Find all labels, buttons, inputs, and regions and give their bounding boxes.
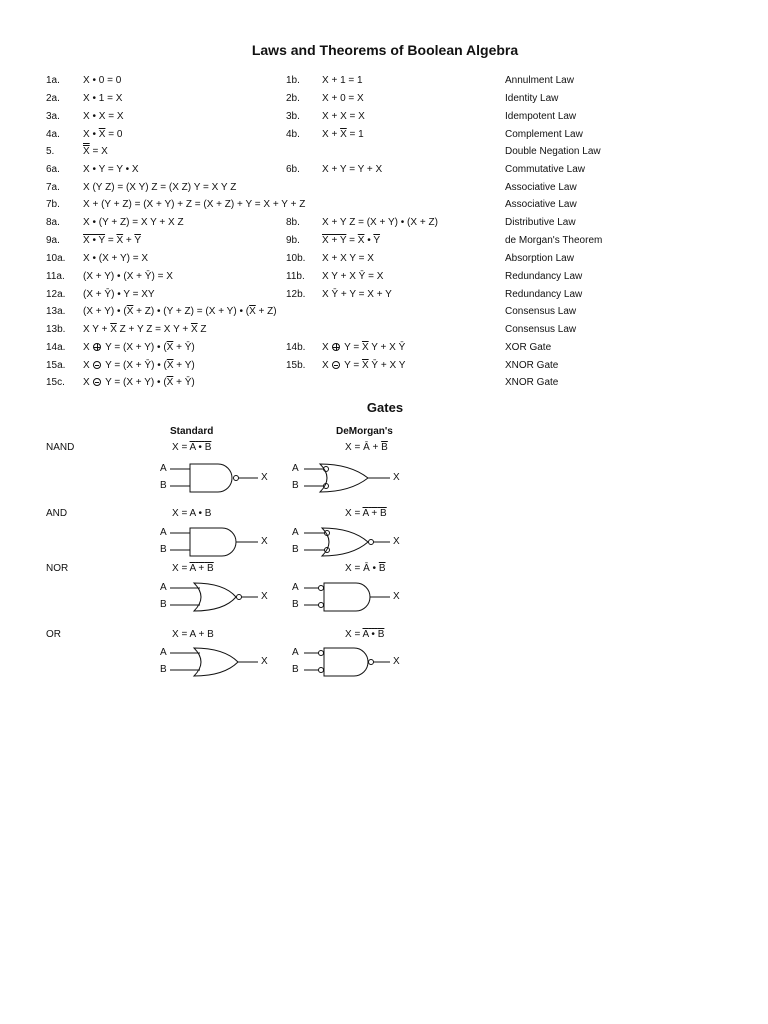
law-number-b: 11b.	[286, 271, 305, 282]
law-equation-b: X $Y = \overline{X}$ Y + X Ȳ	[322, 342, 406, 353]
law-equation-a: X Y = (X + Ȳ) • $(\overline{X} + Y)$	[83, 360, 195, 371]
law-name: Annulment Law	[505, 75, 574, 86]
law-number-a: 6a.	[46, 164, 60, 175]
law-number-a: 8a.	[46, 217, 60, 228]
law-number-a: 15a.	[46, 360, 66, 371]
law-number-b: 2b.	[286, 93, 300, 104]
law-equation-a: X • X = X	[83, 111, 124, 122]
input-b-label: B	[160, 664, 167, 675]
input-a-label: A	[292, 647, 299, 658]
gate-label-nand: NAND	[46, 442, 75, 453]
input-a-label: A	[160, 527, 167, 538]
standard-expression: X = A • B	[172, 508, 212, 519]
law-name: Commutative Law	[505, 164, 586, 175]
input-a-label: A	[292, 582, 299, 593]
output-x-label: X	[393, 472, 400, 483]
law-equation-b: X $Y = \overline{X}$ Ȳ + X Y	[322, 360, 406, 371]
law-equation-a: X • (X + Y) = X	[83, 253, 149, 264]
law-name: Associative Law	[505, 199, 577, 210]
law-equation-a: (X + Y) • (X + Ȳ) = X	[83, 271, 173, 282]
law-equation-a: X • $\overline{X} = 0$	[83, 129, 123, 140]
nand-demorgan-gate-icon	[304, 464, 390, 492]
or-demorgan-gate-icon	[304, 648, 390, 676]
law-number-a: 9a.	[46, 235, 60, 246]
law-equation-b: $X + \overline{X} = 1$	[322, 129, 364, 140]
nor-standard-gate-icon	[170, 583, 258, 611]
or-standard-gate-icon	[170, 648, 258, 676]
law-equation-a: X • Y = Y • X	[83, 164, 139, 175]
nand-standard-gate-icon	[170, 464, 258, 492]
law-equation-a: X • (Y + Z) = X Y + X Z	[83, 217, 184, 228]
input-b-label: B	[292, 664, 299, 675]
input-b-label: B	[292, 480, 299, 491]
law-equation-b: X + Y = Y + X	[322, 164, 383, 175]
law-number-a: 3a.	[46, 111, 60, 122]
input-a-label: A	[160, 582, 167, 593]
demorgan-expression: X = Ā + $\overline{B}$	[345, 442, 388, 453]
output-x-label: X	[393, 536, 400, 547]
input-b-label: B	[160, 599, 167, 610]
law-name: XNOR Gate	[505, 360, 559, 371]
law-equation-a: X = X	[83, 146, 108, 157]
law-equation-a: (X + Ȳ) • Y = XY	[83, 289, 155, 300]
standard-expression: X = A + B	[172, 563, 214, 574]
input-a-label: A	[160, 647, 167, 658]
law-equation-a: X Y = (X + Y) • ($\overline{X}$ + Ȳ)	[83, 377, 195, 388]
input-b-label: B	[292, 544, 299, 555]
input-b-label: B	[292, 599, 299, 610]
law-number-b: 14b.	[286, 342, 306, 353]
output-x-label: X	[393, 591, 400, 602]
output-x-label: X	[261, 472, 268, 483]
law-name: Double Negation Law	[505, 146, 601, 157]
law-name: Distributive Law	[505, 217, 576, 228]
law-number-a: 15c.	[46, 377, 65, 388]
law-equation-b: X + X Y = X	[322, 253, 374, 264]
law-equation-a: X (Y Z) = (X Y) Z = (X Z) Y = X Y Z	[83, 182, 237, 193]
output-x-label: X	[261, 591, 268, 602]
gate-label-nor: NOR	[46, 563, 69, 574]
law-equation-b: X + 0 = X	[322, 93, 364, 104]
nor-demorgan-gate-icon	[304, 583, 390, 611]
law-name: Idempotent Law	[505, 111, 577, 122]
law-name: de Morgan's Theorem	[505, 235, 603, 246]
demorgan-column-heading: DeMorgan's	[336, 426, 393, 437]
page-title: Laws and Theorems of Boolean Algebra	[251, 42, 519, 58]
law-number-a: 11a.	[46, 271, 65, 282]
law-equation-a: (X + Y) • $(\overline{X} + Z)$ • (Y + Z) = (X + Y) • $(\overline{X} + Z)$	[83, 306, 277, 317]
gate-label-or: OR	[46, 629, 61, 640]
law-equation-b: X + X = X	[322, 111, 365, 122]
and-standard-gate-icon	[170, 528, 258, 556]
law-number-b: 12b.	[286, 289, 306, 300]
law-number-b: 8b.	[286, 217, 300, 228]
law-number-b: 1b.	[286, 75, 300, 86]
law-number-b: 9b.	[286, 235, 300, 246]
law-equation-a: X • $Y = \overline{X} + \overline{Y}$	[83, 235, 142, 246]
law-number-b: 4b.	[286, 129, 300, 140]
law-number-a: 10a.	[46, 253, 66, 264]
law-equation-b: X Ȳ + Y = X + Y	[322, 289, 392, 300]
law-number-a: 13a.	[46, 306, 66, 317]
law-equation-b: X + 1 = 1	[322, 75, 363, 86]
standard-column-heading: Standard	[170, 426, 214, 437]
input-a-label: A	[160, 463, 167, 474]
law-number-a: 2a.	[46, 93, 60, 104]
law-name: Associative Law	[505, 182, 577, 193]
gate-label-and: AND	[46, 508, 68, 519]
gates-heading: Gates	[366, 400, 404, 415]
law-number-a: 14a.	[46, 342, 66, 353]
input-a-label: A	[292, 463, 299, 474]
law-equation-a: X Y = (X + Y) • ($\overline{X}$ + Ȳ)	[83, 342, 195, 353]
law-name: Consensus Law	[505, 324, 577, 335]
law-number-b: 6b.	[286, 164, 300, 175]
law-name: XNOR Gate	[505, 377, 559, 388]
law-name: Absorption Law	[505, 253, 574, 264]
law-number-b: 3b.	[286, 111, 300, 122]
law-equation-b: X Y + X Ȳ = X	[322, 271, 384, 282]
standard-expression: X = A • B	[172, 442, 212, 453]
law-equation-a: X • 0 = 0	[83, 75, 122, 86]
law-number-b: 15b.	[286, 360, 306, 371]
demorgan-expression: X = A + B	[345, 508, 387, 519]
law-name: Complement Law	[505, 129, 583, 140]
law-number-a: 7a.	[46, 182, 60, 193]
law-name: Redundancy Law	[505, 271, 583, 282]
law-number-a: 7b.	[46, 199, 60, 210]
law-name: Consensus Law	[505, 306, 577, 317]
output-x-label: X	[393, 656, 400, 667]
input-a-label: A	[292, 527, 299, 538]
input-b-label: B	[160, 544, 167, 555]
law-name: Redundancy Law	[505, 289, 583, 300]
output-x-label: X	[261, 536, 268, 547]
law-equation-a: X + (Y + Z) = (X + Y) + Z = (X + Z) + Y = X + Y + Z	[83, 199, 306, 210]
law-number-a: 13b.	[46, 324, 66, 335]
law-equation-a: X $Y + \overline{X}$ Z + Y Z = X $Y + \overline{X}$ Z	[83, 324, 207, 335]
law-number-b: 10b.	[286, 253, 306, 264]
law-number-a: 1a.	[46, 75, 60, 86]
output-x-label: X	[261, 656, 268, 667]
law-equation-a: X • 1 = X	[83, 93, 123, 104]
demorgan-expression: X = A • B	[345, 629, 385, 640]
law-number-a: 4a.	[46, 129, 60, 140]
law-name: XOR Gate	[505, 342, 552, 353]
and-demorgan-gate-icon	[304, 528, 390, 556]
law-equation-b: X + Y Z = (X + Y) • (X + Z)	[322, 217, 438, 228]
demorgan-expression: X = Ā • $\overline{B}$	[345, 563, 386, 574]
law-equation-b: $X + Y = \overline{X}$ • $\overline{Y}$	[322, 235, 381, 246]
law-name: Identity Law	[505, 93, 559, 104]
standard-expression: X = A + B	[172, 629, 214, 640]
input-b-label: B	[160, 480, 167, 491]
law-number-a: 5.	[46, 146, 55, 157]
law-number-a: 12a.	[46, 289, 66, 300]
